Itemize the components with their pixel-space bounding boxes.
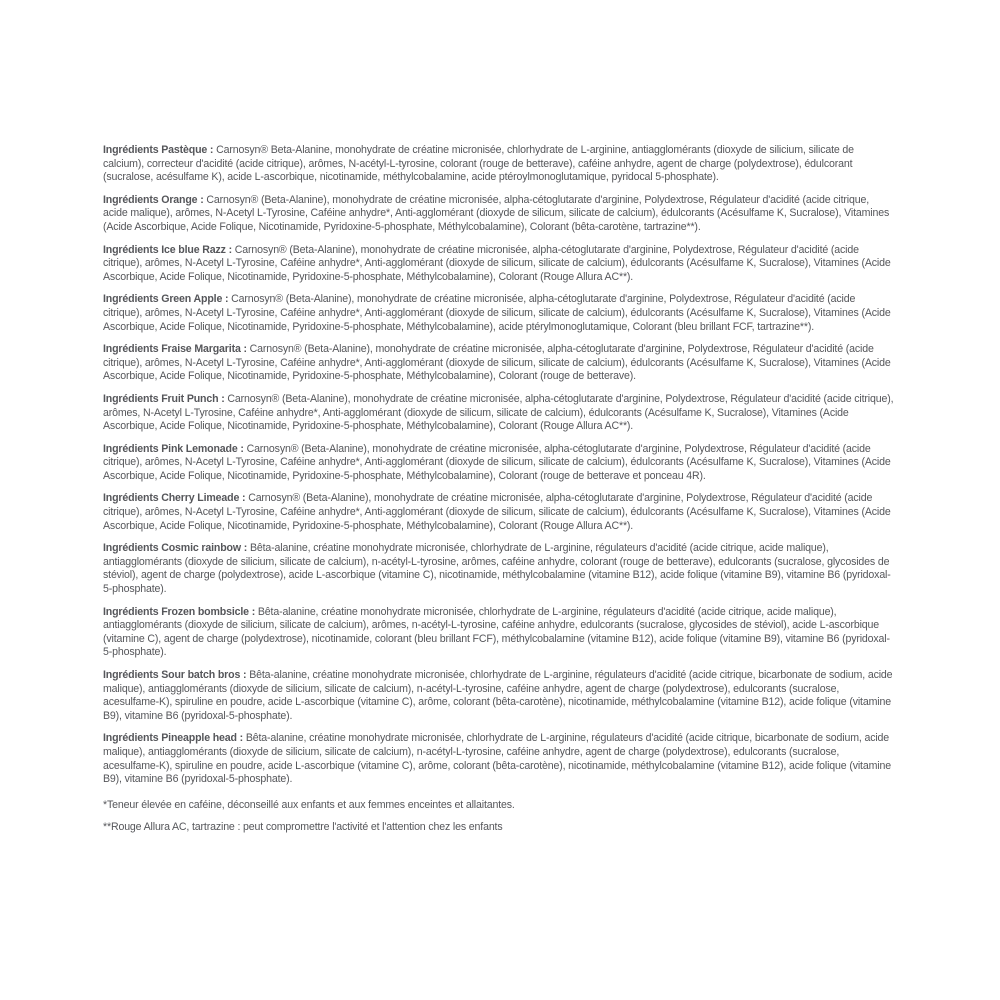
ingredient-text: Carnosyn® (Beta-Alanine), monohydrate de créatine micronisée, alpha-cétoglutarate d'arginine, Polydextrose, Régulateur d'acidité (acide citrique), arômes, N-Acetyl L-Tyrosine, Caféine anhydre*, Anti-agglomérant (dioxyde de silicum, silicate de calcium), édulcorants (Acésulfame K, Sucralose), Vitamines (Acide Ascorbique, Acide Folique, Nicotinamide, Pyridoxine-5-phosphate, Méthylcobalamine), Colorant (Rouge Allura AC**). bbox=[103, 392, 894, 433]
flavor-label: Ingrédients Fruit Punch : bbox=[103, 392, 225, 405]
ingredient-text: Carnosyn® (Beta-Alanine), monohydrate de créatine micronisée, alpha-cétoglutarate d'arginine, Polydextrose, Régulateur d'acidité (acide citrique, acide malique), arômes, N-Acetyl L-Tyrosine, Caféine anhydre*, Anti-agglomérant (dioxyde de silicum, silicate de calcium), édulcorants (Acésulfame K, Sucralose), Vitamines (Acide Ascorbique, Acide Folique, Nicotinamide, Pyridoxine-5-phosphate, Méthylcobalamine), Colorant (bêta-carotène, tartrazine**). bbox=[103, 193, 890, 233]
ingredient-text: Carnosyn® (Beta-Alanine), monohydrate de créatine micronisée, alpha-cétoglutarate d'arginine, Polydextrose, Régulateur d'acidité (acide citrique), arômes, N-Acetyl L-Tyrosine, Caféine anhydre*, Anti-agglomérant (dioxyde de silicum, silicate de calcium), édulcorants (Acésulfame K, Sucralose), Vitamines (Acide Ascorbique, Acide Folique, Nicotinamide, Pyridoxine-5-phosphate, Méthylcobalamine), Colorant (rouge de betterave). bbox=[103, 343, 891, 383]
ingredient-text: Bêta-alanine, créatine monohydrate micronisée, chlorhydrate de L-arginine, régulateurs d'acidité (acide citrique, acide malique), antiagglomérants (dioxyde de silicium, silicate de calcium), arômes, n-acétyl-L-tyrosine, caféine anhydre, edulcorants (sucralose, glycosides de stéviol), acide L-ascorbique (vitamine C), agent de charge (polydextrose), nicotinamide, colorant (bleu brillant FCF), méthylcobalamine (vitamine B12), acide folique (vitamine B9), vitamine B6 (pyridoxal-5-phosphate). bbox=[103, 605, 890, 659]
footnote-colorants: **Rouge Allura AC, tartrazine : peut compromettre l'activité et l'attention chez les enfants bbox=[103, 821, 503, 834]
footnote-caffeine: *Teneur élevée en caféine, déconseillé aux enfants et aux femmes enceintes et allaitantes. bbox=[103, 798, 515, 811]
ingredient-paragraph-frozen-bombsicle bbox=[103, 606, 895, 660]
ingredient-paragraph-green-apple bbox=[103, 293, 895, 334]
flavor-label: Ingrédients Orange : bbox=[103, 193, 204, 206]
ingredient-text: Carnosyn® (Beta-Alanine), monohydrate de créatine micronisée, alpha-cétoglutarate d'arginine, Polydextrose, Régulateur d'acidité (acide citrique), arômes, N-Acetyl L-Tyrosine, Caféine anhydre*, Anti-agglomérant (dioxyde de silicum, silicate de calcium), édulcorants (Acésulfame K, Sucralose), Vitamines (Acide Ascorbique, Acide Folique, Nicotinamide, Pyridoxine-5-phosphate, Méthylcobalamine), Colorant (Rouge Allura AC**). bbox=[103, 492, 891, 532]
ingredient-text: Carnosyn® (Beta-Alanine), monohydrate de créatine micronisée, alpha-cétoglutarate d'arginine, Polydextrose, Régulateur d'acidité (acide citrique), arômes, N-Acetyl L-Tyrosine, Caféine anhydre*, Anti-agglomérant (dioxyde de silicum, silicate de calcium), édulcorants (Acésulfame K, Sucralose), Vitamines (Acide Ascorbique, Acide Folique, Nicotinamide, Pyridoxine-5-phosphate, Méthylcobalamine), Colorant (rouge de betterave et ponceau 4R). bbox=[103, 442, 891, 482]
ingredient-text: Carnosyn® (Beta-Alanine), monohydrate de créatine micronisée, alpha-cétoglutarate d'arginine, Polydextrose, Régulateur d'acidité (acide citrique), arômes, N-Acetyl L-Tyrosine, Caféine anhydre*, Anti-agglomérant (dioxyde de silicum, silicate de calcium), édulcorants (Acésulfame K, Sucralose), Vitamines (Acide Ascorbique, Acide Folique, Nicotinamide, Pyridoxine-5-phosphate, Méthylcobalamine), Colorant (Rouge Allura AC**). bbox=[103, 243, 891, 283]
flavor-label: Ingrédients Cherry Limeade : bbox=[103, 492, 246, 505]
ingredients-document bbox=[103, 144, 895, 844]
ingredient-paragraph-orange bbox=[103, 194, 895, 235]
ingredient-text: Bêta-alanine, créatine monohydrate micronisée, chlorhydrate de L-arginine, régulateurs d'acidité (acide citrique, acide malique), antiagglomérants (dioxyde de silicium, silicate de calcium), n-acétyl-L-tyrosine, arômes, caféine anhydre, colorant (rouge de betterave), edulcorants (sucralose, glycosides de stéviol), agent de charge (polydextrose), acide L-ascorbique (vitamine C), nicotinamide, méthylcobalamine (vitamine B12), acide folique (vitamine B9), vitamine B6 (pyridoxal-5-phosphate). bbox=[103, 542, 891, 596]
ingredient-text: Bêta-alanine, créatine monohydrate micronisée, chlorhydrate de L-arginine, régulateurs d'acidité (acide citrique, bicarbonate de sodium, acide malique), antiagglomérants (dioxyde de silicium, silicate de calcium), n-acétyl-L-tyrosine, caféine anhydre, agent de charge (polydextrose), edulcorants (sucralose, acesulfame-K), spiruline en poudre, acide L-ascorbique (vitamine C), arôme, colorant (bêta-carotène), nicotinamide, méthylcobalamine (vitamine B12), acide folique (vitamine B9), vitamine B6 (pyridoxal-5-phosphate). bbox=[103, 732, 891, 786]
flavor-label: Ingrédients Ice blue Razz : bbox=[103, 243, 232, 256]
ingredient-paragraph-ice-blue-razz bbox=[103, 244, 895, 285]
ingredient-paragraph-sour-batch-bros bbox=[103, 669, 895, 723]
flavor-label: Ingrédients Cosmic rainbow : bbox=[103, 542, 248, 555]
ingredient-text: Carnosyn® (Beta-Alanine), monohydrate de créatine micronisée, alpha-cétoglutarate d'arginine, Polydextrose, Régulateur d'acidité (acide citrique), arômes, N-Acetyl L-Tyrosine, Caféine anhydre*, Anti-agglomérant (dioxyde de silicum, silicate de calcium), édulcorants (Acésulfame K, Sucralose), Vitamines (Acide Ascorbique, Acide Folique, Nicotinamide, Pyridoxine-5-phosphate, Méthylcobalamine), acide ptérylmonoglutamique, Colorant (bleu brillant FCF, tartrazine**). bbox=[103, 293, 891, 333]
flavor-label: Ingrédients Green Apple : bbox=[103, 293, 229, 306]
ingredient-paragraph-fruit-punch bbox=[103, 393, 895, 434]
flavor-label: Ingrédients Frozen bombsicle : bbox=[103, 605, 256, 618]
flavor-label: Ingrédients Pineapple head : bbox=[103, 732, 244, 745]
ingredient-paragraph-pineapple-head bbox=[103, 732, 895, 786]
flavor-label: Ingrédients Fraise Margarita : bbox=[103, 343, 247, 356]
ingredient-paragraph-cherry-limeade bbox=[103, 492, 895, 533]
flavor-label: Ingrédients Pink Lemonade : bbox=[103, 442, 244, 455]
flavor-label: Ingrédients Pastèque : bbox=[103, 144, 214, 156]
ingredient-text: Carnosyn® Beta-Alanine, monohydrate de créatine micronisée, chlorhydrate de L-arginine, antiagglomérants (dioxyde de silicium, silicate de calcium), correcteur d'acidité (acide citrique), arômes, N-acétyl-L-tyrosine, colorant (rouge de betterave), caféine anhydre, agent de charge (polydextrose), édulcorant (sucralose, acésulfame K), acide L-ascorbique, nicotinamide, méthylcobalamine, acide ptéroylmonoglutamique, pyridocal 5-phosphate). bbox=[103, 144, 854, 184]
ingredient-paragraph-pasteque bbox=[103, 144, 895, 185]
ingredient-paragraph-pink-lemonade bbox=[103, 443, 895, 484]
footnotes bbox=[103, 799, 895, 835]
ingredient-paragraph-cosmic-rainbow bbox=[103, 542, 895, 596]
ingredient-paragraph-fraise-margarita bbox=[103, 343, 895, 384]
ingredient-text: Bêta-alanine, créatine monohydrate micronisée, chlorhydrate de L-arginine, régulateurs d'acidité (acide citrique, bicarbonate de sodium, acide malique), antiagglomérants (dioxyde de silicium, silicate de calcium), n-acétyl-L-tyrosine, caféine anhydre, agent de charge (polydextrose), edulcorants (sucralose, acesulfame-K), spiruline en poudre, acide L-ascorbique (vitamine C), arôme, colorant (bêta-carotène), nicotinamide, méthylcobalamine (vitamine B12), acide folique (vitamine B9), vitamine B6 (pyridoxal-5-phosphate). bbox=[103, 669, 893, 722]
flavor-label: Ingrédients Sour batch bros : bbox=[103, 669, 247, 681]
